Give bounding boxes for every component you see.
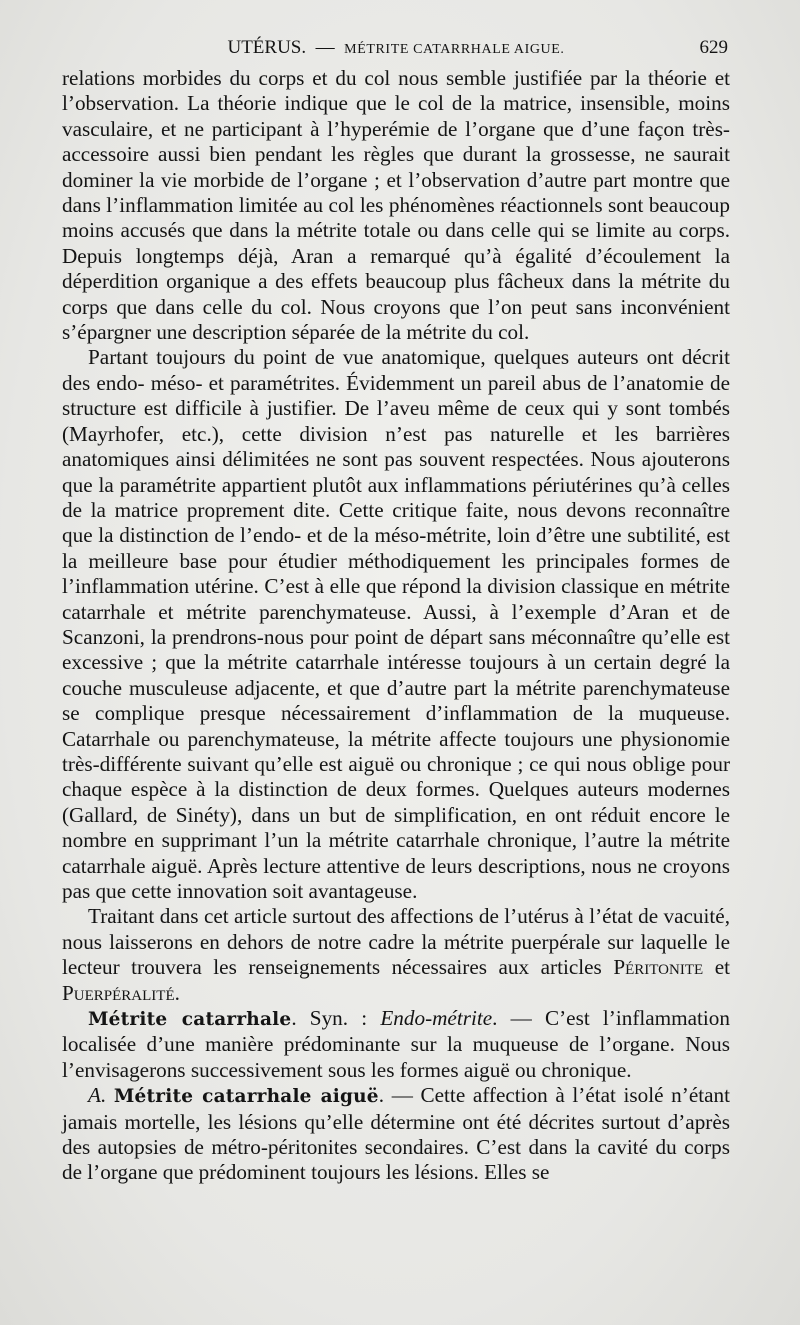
subsection-heading-aigue: Métrite catarrhale aiguë (113, 1086, 379, 1108)
running-head-left: UTÉRUS. (227, 37, 307, 58)
running-head-dash: — (315, 37, 335, 58)
paragraph-1: relations morbides du corps et du col nous semble justifiée par la théorie et l’observation. La théorie indique que le col de la matrice, insensible, moins vasculaire, et ne participant à l’hyperémie de l’organe que d’une façon très-accessoire aussi bien pendant les règles que durant la grossesse, ne saurait dominer la vie morbide de l’organe ; et l’observation d’autre part montre que dans l’inflammation limitée au col les phénomènes réactionnels sont beaucoup moins accusés que dans la métrite totale ou dans celle qui se limite au corps. Depuis longtemps déjà, Aran a remarqué qu’à égalité d’écoulement la déperdition organique a des effets beaucoup plus fâcheux dans la métrite du corps que dans celle du col. Nous croyons que l’on peut sans inconvénient s’épargner une description séparée de la métrite du col. (62, 66, 730, 345)
body-text (62, 66, 730, 1186)
paragraph-3-and: et (703, 955, 730, 980)
paragraph-3-end: . (174, 980, 180, 1005)
running-head (62, 34, 730, 62)
running-head-title (62, 34, 730, 64)
synonym-label: . Syn. : (291, 1006, 381, 1031)
cross-ref-peritonite: Péritonite (613, 955, 704, 980)
paragraph-3-text: Traitant dans cet article surtout des affections de l’utérus à l’état de vacuité, nous laisserons en dehors de notre cadre la métrite puerpérale sur laquelle le lecteur trouvera les renseignements nécessaires aux articles (62, 904, 730, 980)
paragraph-4-text: . — C’est l’inflammation localisée d’une manière prédominante sur la muqueuse de l’organe. Nous l’envisagerons successivement sous les formes aiguë ou chronique. (62, 1006, 730, 1082)
paragraph-5-text: . — Cette affection à l’état isolé n’étant jamais mortelle, les lésions qu’elle détermine ont été décrites surtout d’après des autopsies de métro-péritonites secondaires. C’est dans la cavité du corps de l’organe que prédominent toujours les lésions. Elles se (62, 1083, 731, 1185)
paragraph-3 (62, 904, 730, 1006)
subsection-letter: A. (88, 1083, 107, 1108)
section-heading-metrite-catarrhale: Métrite catarrhale (88, 1009, 292, 1031)
paragraph-2: Partant toujours du point de vue anatomique, quelques auteurs ont décrit des endo- méso- et paramétrites. Évidemment un pareil abus de l’anatomie de structure est difficile à justifier. De l’aveu même de ceux qui y sont tombés (Mayrhofer, etc.), cette division n’est pas naturelle et les barrières anatomiques ainsi délimitées ne sont pas souvent respectées. Nous ajouterons que la paramétrite appartient plutôt aux inflammations périutérines qu’à celles de la matrice proprement dite. Cette critique faite, nous devons reconnaître que la distinction de l’endo- et de la méso-métrite, loin d’être une subtilité, est la meilleure base pour étudier méthodiquement les principales formes de l’inflammation utérine. C’est à elle que répond la division classique en métrite catarrhale et métrite parenchymateuse. Aussi, à l’exemple d’Aran et de Scanzoni, la prendrons-nous pour point de départ sans méconnaître qu’elle est excessive ; que la métrite catarrhale intéresse toujours à un certain degré la couche musculeuse adjacente, et que d’autre part la métrite parenchymateuse se complique presque nécessairement d’inflammation de la muqueuse. Catarrhale ou parenchymateuse, la métrite affecte toujours une physionomie très-différente suivant qu’elle est aiguë ou chronique ; ce qui nous oblige pour chaque espèce à la distinction de deux formes. Quelques auteurs modernes (Gallard, de Sinéty), dans un but de simplification, en ont réduit encore le nombre en supprimant l’un la métrite catarrhale chronique, l’autre la métrite catarrhale aiguë. Après lecture attentive de leurs descriptions, nous ne croyons pas que cette innovation soit avantageuse. (62, 345, 730, 903)
cross-ref-puerperalite: Puerpéralité (62, 980, 175, 1005)
running-head-right: MÉTRITE CATARRHALE AIGUE. (344, 42, 565, 57)
page-number: 629 (699, 37, 728, 58)
synonym-endo-metrite: Endo-métrite (380, 1006, 493, 1031)
paragraph-5 (62, 1083, 730, 1186)
paragraph-4 (62, 1006, 730, 1083)
